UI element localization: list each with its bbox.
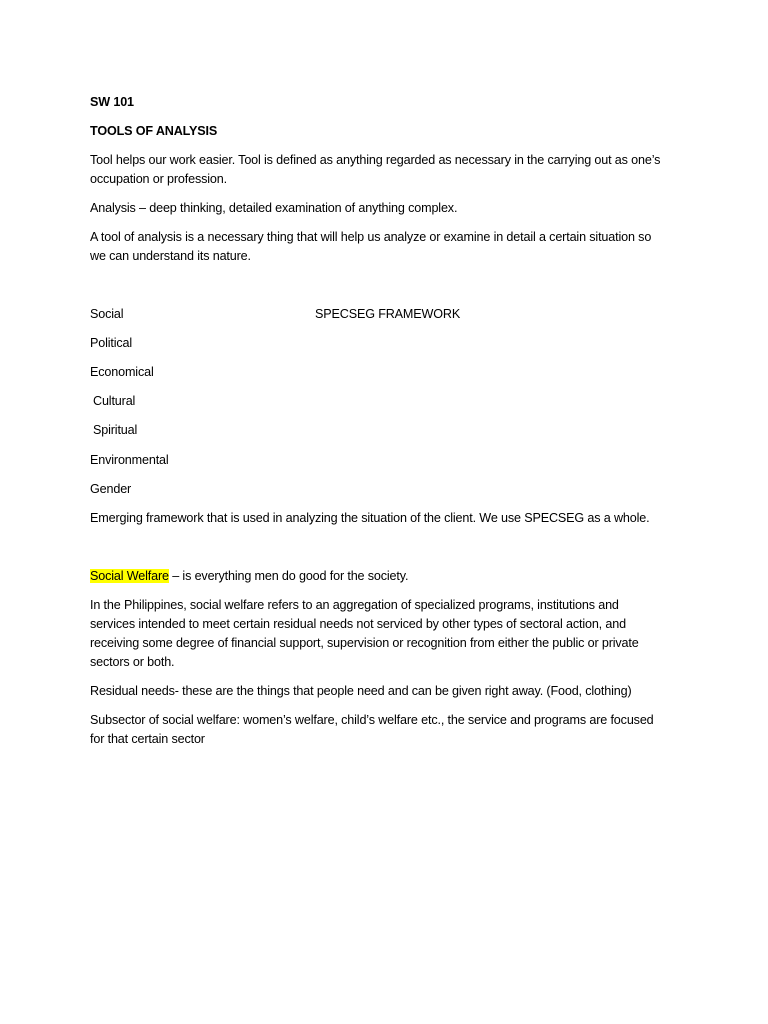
tool-of-analysis-line-1: A tool of analysis is a necessary thing that will help us analyze or examine in detail a certain situation so: [90, 230, 652, 244]
specseg-item: Spiritual: [93, 423, 138, 437]
social-welfare-definition: [90, 567, 408, 586]
residual-needs: Residual needs- these are the things that people need and can be given right away. (Food, clothing): [90, 684, 632, 698]
course-code: SW 101: [90, 95, 134, 109]
specseg-item: Social: [90, 307, 124, 321]
tool-definition-line-2: occupation or profession.: [90, 172, 227, 186]
social-welfare-definition-text: – is everything men do good for the society.: [168, 569, 409, 583]
philippines-paragraph-line-4: sectors or both.: [90, 655, 175, 669]
page-title: TOOLS OF ANALYSIS: [90, 124, 218, 138]
highlighted-term: Social Welfare: [90, 569, 169, 583]
philippines-paragraph-line-2: services intended to meet certain residual needs not serviced by other types of sectoral action, and: [90, 617, 626, 631]
specseg-summary: Emerging framework that is used in analyzing the situation of the client. We use SPECSEG as a whole.: [90, 511, 650, 525]
tool-of-analysis-line-2: we can understand its nature.: [90, 249, 251, 263]
subsector-line-1: Subsector of social welfare: women’s welfare, child’s welfare etc., the service and programs are focused: [90, 713, 654, 727]
subsector-line-2: for that certain sector: [90, 732, 205, 746]
specseg-title: SPECSEG FRAMEWORK: [315, 307, 461, 321]
analysis-definition: Analysis – deep thinking, detailed examination of anything complex.: [90, 201, 458, 215]
specseg-item: Cultural: [93, 394, 136, 408]
philippines-paragraph-line-3: receiving some degree of financial support, supervision or recognition from either the public or private: [90, 636, 639, 650]
philippines-paragraph-line-1: In the Philippines, social welfare refers to an aggregation of specialized programs, institutions and: [90, 598, 619, 612]
specseg-item: Environmental: [90, 453, 169, 467]
specseg-item: Gender: [90, 482, 132, 496]
specseg-item: Political: [90, 336, 133, 350]
specseg-item: Economical: [90, 365, 154, 379]
tool-definition-line-1: Tool helps our work easier. Tool is defined as anything regarded as necessary in the carrying out as one’s: [90, 153, 661, 167]
